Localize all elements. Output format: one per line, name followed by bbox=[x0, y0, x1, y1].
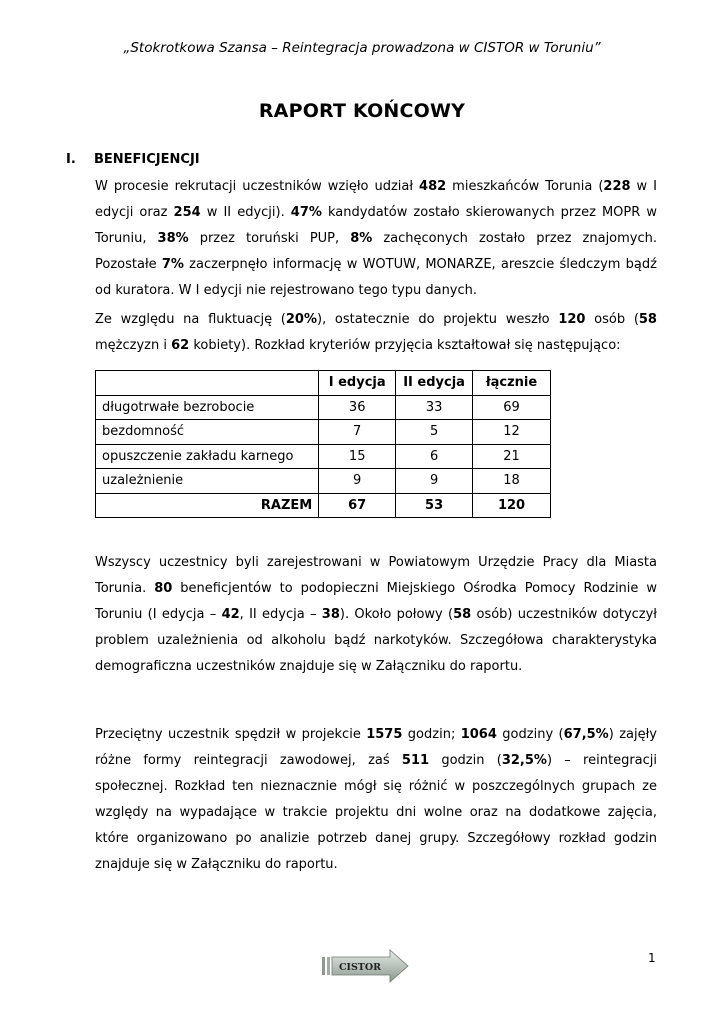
table-cell: 5 bbox=[396, 420, 473, 445]
bold-figure: 58 bbox=[638, 312, 657, 327]
bold-figure: 32,5% bbox=[501, 753, 547, 768]
bold-figure: 47% bbox=[290, 205, 322, 220]
bold-figure: 38% bbox=[157, 231, 189, 246]
bold-figure: 42 bbox=[221, 607, 240, 622]
table-row bbox=[96, 444, 551, 469]
table-cell: 6 bbox=[396, 444, 473, 469]
section-heading bbox=[66, 152, 200, 167]
section-number: I. bbox=[66, 152, 76, 167]
logo-text: CISTOR bbox=[338, 962, 382, 973]
table-cell: 12 bbox=[473, 420, 551, 445]
table-header-cell: II edycja bbox=[396, 371, 473, 396]
paragraph-hours: Przeciętny uczestnik spędził w projekcie 1575 godzin; 1064 godziny (67,5%) zajęły różne formy reintegracji zawodowej, zaś 511 godzin (32,5%) – reintegracji społecznej. Rozkład ten nieznacznie mógł się różnić w poszczególnych grupach ze względy na wypadające w trakcie projektu dni wolne oraz na dodatkowe zajęcia, które organizowano po analizie potrzeb danej grupy. Szczegółowy rozkład godzin znajduje się w Załączniku do raportu. bbox=[95, 727, 657, 872]
table-cell: 9 bbox=[396, 469, 473, 494]
paragraph-recruitment: W procesie rekrutacji uczestników wzięło udział 482 mieszkańców Torunia (228 w I edycji oraz 254 w II edycji). 47% kandydatów zostało skierowanych przez MOPR w Toruniu, 38% przez toruński PUP, 8% zachęconych zostało przez znajomych. Pozostałe 7% zaczerpnęło informację w WOTUW, MONARZE, areszcie śledczym bądź od kuratora. W I edycji nie rejestrowano tego typu danych. bbox=[95, 179, 658, 298]
table-row bbox=[96, 395, 551, 420]
bold-figure: 228 bbox=[603, 179, 631, 194]
table-cell-label: długotrwałe bezrobocie bbox=[96, 395, 319, 420]
table-cell: 36 bbox=[319, 395, 396, 420]
table-cell-label: uzależnienie bbox=[96, 469, 319, 494]
table-header-row bbox=[96, 371, 551, 396]
table-cell: 69 bbox=[473, 395, 551, 420]
table-row bbox=[96, 469, 551, 494]
table-cell-label: opuszczenie zakładu karnego bbox=[96, 444, 319, 469]
table-cell: 15 bbox=[319, 444, 396, 469]
bold-figure: 254 bbox=[173, 205, 201, 220]
table-cell: 9 bbox=[319, 469, 396, 494]
criteria-table bbox=[95, 370, 551, 518]
table-header-cell: I edycja bbox=[319, 371, 396, 396]
table-cell-label: bezdomność bbox=[96, 420, 319, 445]
bold-figure: 62 bbox=[171, 338, 190, 353]
section-label: BENEFICJENCJI bbox=[94, 152, 200, 167]
bold-figure: 1064 bbox=[460, 727, 497, 742]
table-cell: 18 bbox=[473, 469, 551, 494]
table-total-cell: 53 bbox=[396, 493, 473, 518]
table-total-cell: 120 bbox=[473, 493, 551, 518]
bold-figure: 20% bbox=[285, 312, 317, 327]
bold-figure: 120 bbox=[558, 312, 586, 327]
bold-figure: 482 bbox=[419, 179, 447, 194]
table-header-cell: łącznie bbox=[473, 371, 551, 396]
table-total-row bbox=[96, 493, 551, 518]
bold-figure: 1575 bbox=[366, 727, 403, 742]
bold-figure: 80 bbox=[154, 581, 173, 596]
table-header-cell bbox=[96, 371, 319, 396]
bold-figure: 511 bbox=[401, 753, 430, 768]
bold-figure: 58 bbox=[453, 607, 472, 622]
page-number: 1 bbox=[648, 951, 656, 965]
table-total-cell: 67 bbox=[319, 493, 396, 518]
bold-figure: 67,5% bbox=[563, 727, 609, 742]
bold-figure: 7% bbox=[161, 257, 184, 272]
paragraph-registration: Wszyscy uczestnicy byli zarejestrowani w Powiatowym Urzędzie Pracy dla Miasta Torunia. 80 beneficjentów to podopieczni Miejskiego Ośrodka Pomocy Rodzinie w Toruniu (I edycja – 42, II edycja – 38). Około połowy (58 osób) uczestników dotyczył problem uzależnienia od alkoholu bądź narkotyków. Szczegółowa charakterystyka demograficzna uczestników znajduje się w Załączniku do raportu. bbox=[95, 555, 658, 674]
report-title: RAPORT KOŃCOWY bbox=[258, 100, 466, 122]
bold-figure: 38 bbox=[321, 607, 340, 622]
table-cell: 33 bbox=[396, 395, 473, 420]
cistor-logo bbox=[320, 948, 410, 984]
table-cell: 21 bbox=[473, 444, 551, 469]
table-row bbox=[96, 420, 551, 445]
page-header: „Stokrotkowa Szansa – Reintegracja prowadzona w CISTOR w Toruniu” bbox=[123, 40, 601, 56]
bold-figure: 8% bbox=[350, 231, 373, 246]
table-cell: 7 bbox=[319, 420, 396, 445]
paragraph-fluctuation: Ze względu na fluktuację (20%), ostatecznie do projektu weszło 120 osób (58 mężczyzn i 62 kobiety). Rozkład kryteriów przyjęcia kształtował się następująco: bbox=[95, 312, 657, 353]
table-total-label: RAZEM bbox=[96, 493, 319, 518]
